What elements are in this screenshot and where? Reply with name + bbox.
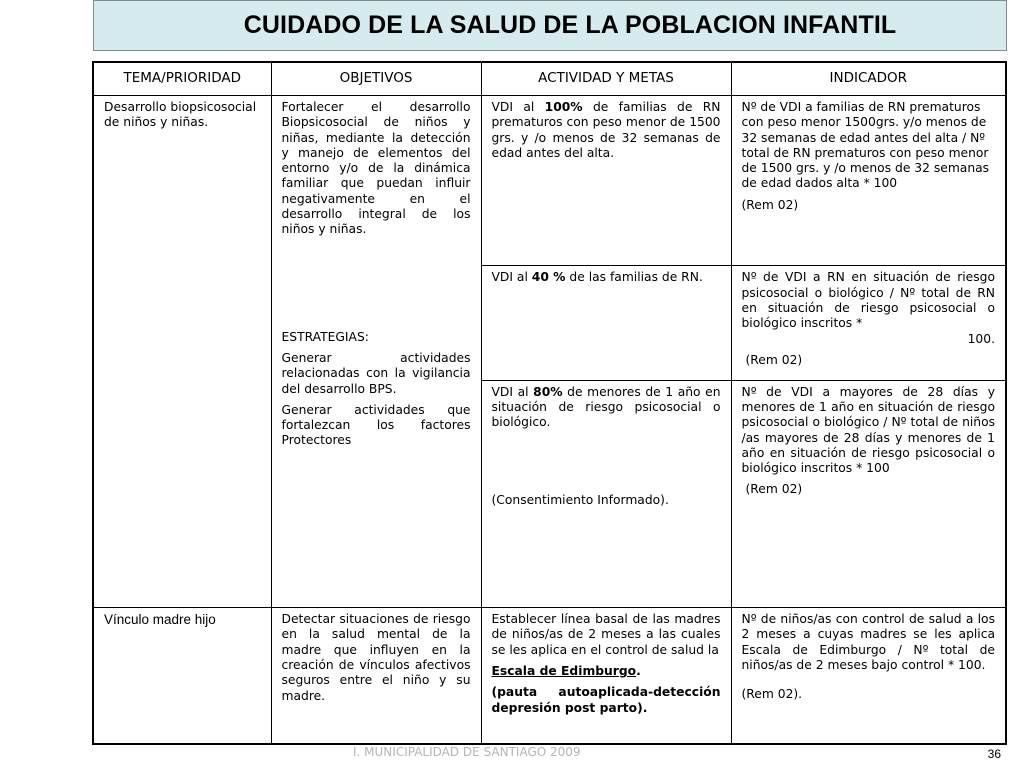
health-table (92, 61, 1007, 745)
actividad-3: VDI al 80% de menores de 1 año en situación de riesgo psicosocial o biológico. (491, 384, 721, 430)
title-banner (93, 0, 1007, 51)
page-title: CUIDADO DE LA SALUD DE LA POBLACION INFANTIL (243, 11, 897, 39)
spacer (492, 431, 721, 493)
indicador-2-end: 100. (967, 331, 995, 346)
actividad-cell (481, 96, 731, 266)
indicador-3: Nº de VDI a mayores de 28 días y menores de 1 año en situación de riesgo psicosocial o biológico / Nº total de niños /as mayores de 28 días y menores de 1 año en situación de riesgo psicosocial o biológico inscritos * 100 (741, 384, 995, 476)
objetivo-cell (271, 96, 481, 608)
estrategias-label: ESTRATEGIAS: (281, 329, 369, 344)
table-header-row (93, 62, 1006, 96)
actividad-pauta: (pauta autoaplicada-detección depresión post parto). (491, 685, 721, 715)
indicador-1: Nº de VDI a familias de RN prematuros con peso menor 1500grs. y/o menos de 32 semanas de edad antes del alta / Nº total de RN prematuros con peso menor de 1500 grs. y /o menos de 32 semanas de edad dados alta * 100 (741, 100, 990, 191)
page-number: 36 (987, 747, 1001, 761)
objetivo-text: Detectar situaciones de riesgo en la salud mental de la madre que influyen en la creación de vínculos afectivos seguros entre el niño y su madre. (281, 612, 471, 703)
indicador-cell (731, 380, 1006, 608)
objetivo-text: Fortalecer el desarrollo Biopsicosocial de niños y niñas, mediante la detección y manejo de elementos del entorno y/o de la dinámica familiar que puedan influir negativamente en el desarrollo integral de los niños y niñas. (281, 100, 471, 237)
indicador-3-rem: (Rem 02) (745, 482, 803, 497)
actividad-3-note: (Consentimiento Informado). (491, 492, 669, 507)
header-actividad: ACTIVIDAD Y METAS (481, 62, 731, 96)
estrategia-1: Generar actividades relacionadas con la vigilancia del desarrollo BPS. (281, 350, 471, 396)
objetivo-cell (271, 608, 481, 744)
actividad-scale: Escala de Edimburgo. (491, 664, 641, 679)
indicador-rem: (Rem 02). (741, 687, 803, 702)
indicador-cell (731, 608, 1006, 744)
footer-text: I. MUNICIPALIDAD DE SANTIAGO 2009 (353, 745, 581, 759)
header-indicador: INDICADOR (731, 62, 1006, 96)
actividad-text: Establecer línea basal de las madres de niños/as de 2 meses a las cuales se les aplica en el control de salud la (491, 612, 721, 657)
actividad-cell (481, 380, 731, 608)
header-tema: TEMA/PRIORIDAD (93, 62, 271, 96)
tema-text: Desarrollo biopsicosocial de niños y niñas. (104, 100, 257, 130)
header-objetivos: OBJETIVOS (271, 62, 481, 96)
indicador-cell (731, 96, 1006, 266)
tema-cell (93, 96, 271, 608)
indicador-2-rem: (Rem 02) (745, 352, 803, 367)
estrategia-2: Generar actividades que fortalezcan los factores Protectores (281, 402, 471, 448)
scale-link: Escala de Edimburgo (491, 664, 637, 679)
actividad-2: VDI al 40 % de las familias de RN. (491, 270, 703, 285)
tema-text: Vínculo madre hijo (104, 612, 216, 628)
actividad-1: VDI al 100% de familias de RN prematuros con peso menor de 1500 grs. y /o menos de 32 semanas de edad antes del alta. (491, 100, 721, 160)
actividad-cell (481, 608, 731, 744)
spacer (282, 238, 471, 330)
actividad-cell (481, 266, 731, 380)
indicador-text: Nº de niños/as con control de salud a los 2 meses a cuyas madres se les aplica Escala de Edimburgo / Nº total de niños/as de 2 meses bajo control * 100. (741, 612, 995, 673)
indicador-1-rem: (Rem 02) (741, 197, 799, 212)
tema-cell (93, 608, 271, 744)
table-row (93, 96, 1006, 266)
indicador-2: Nº de VDI a RN en situación de riesgo psicosocial o biológico / Nº total de RN en situación de riesgo psicosocial o biológico inscritos * (741, 270, 995, 331)
indicador-cell (731, 266, 1006, 380)
table-row (93, 608, 1006, 744)
